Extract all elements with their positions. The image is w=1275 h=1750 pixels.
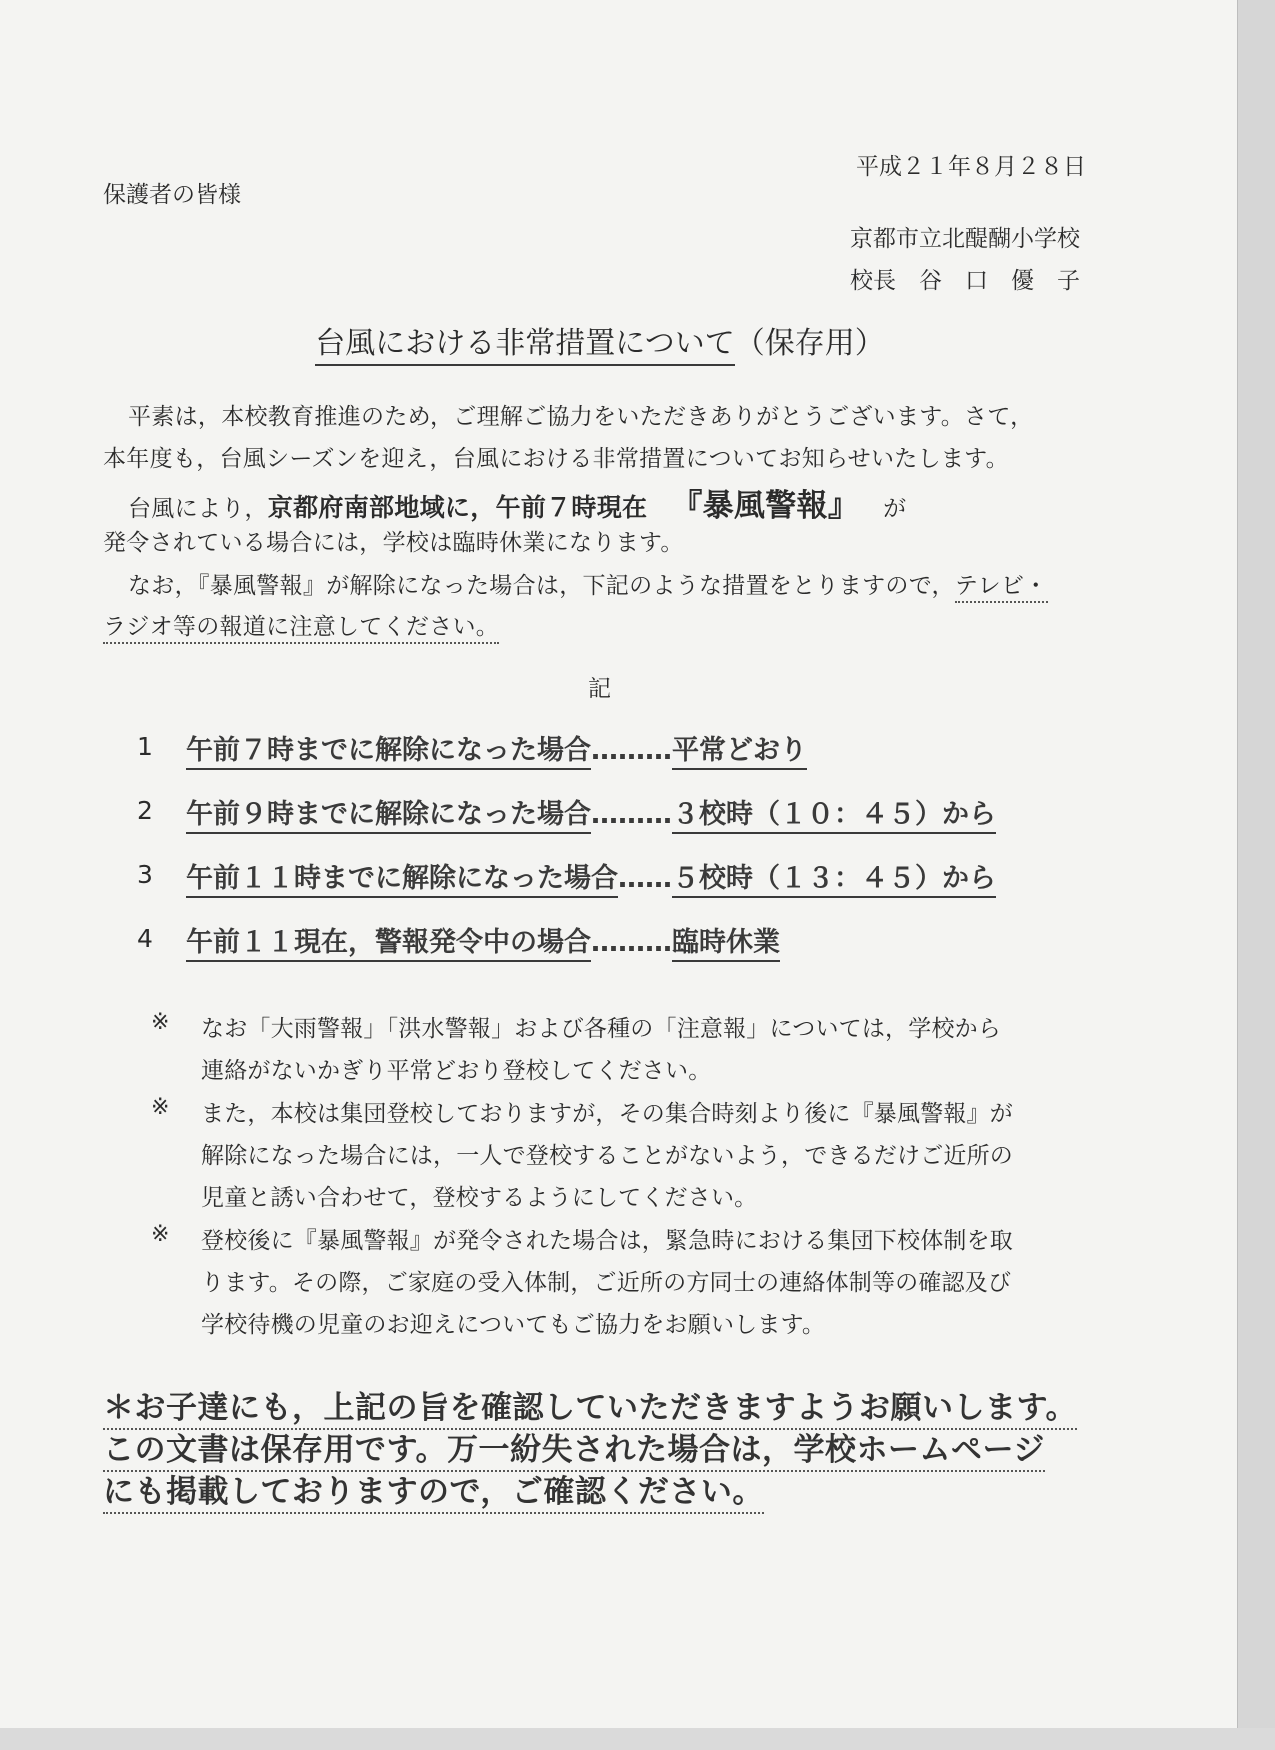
note-3-line-3: 学校待機の児童のお迎えについてもご協力をお願いします。 <box>201 1312 826 1338</box>
measure-condition: 午前１１時までに解除になった場合 <box>186 863 618 898</box>
measure-result: 臨時休業 <box>672 927 780 962</box>
closing-line-2 <box>103 1424 1045 1469</box>
title-main: 台風における非常措置について <box>315 326 734 366</box>
intro-line-5-b: テレビ・ <box>955 573 1048 603</box>
closing-line-1-text: ＊お子達にも，上記の旨を確認していただきますようお願いします。 <box>103 1390 1077 1430</box>
intro-line-6 <box>103 608 499 641</box>
measure-number: 3 <box>137 860 153 889</box>
closing-line-3-text: にも掲載しておりますので，ご確認ください。 <box>103 1474 764 1514</box>
note-2-line-2: 解除になった場合には，一人で登校することがないよう，できるだけご近所の <box>201 1143 1013 1169</box>
intro-line-5 <box>128 567 1048 600</box>
closing-line-1 <box>103 1382 1077 1427</box>
note-3-line-2: ります。その際，ご家庭の受入体制，ご近所の方同士の連絡体制等の確認及び <box>201 1270 1012 1296</box>
note-1-line-2: 連絡がないかぎり平常どおり登校してください。 <box>201 1058 712 1084</box>
ki-heading: 記 <box>588 676 611 702</box>
note-2-line-3: 児童と誘い合わせて，登校するようにしてください。 <box>201 1185 758 1211</box>
measure-condition: 午前７時までに解除になった場合 <box>186 735 591 770</box>
measure-condition: 午前９時までに解除になった場合 <box>186 799 591 834</box>
note-mark: ※ <box>151 1010 170 1035</box>
closing-line-3 <box>103 1466 764 1511</box>
scanner-edge-right <box>1237 0 1275 1750</box>
note-mark: ※ <box>151 1095 170 1120</box>
closing-line-2-text: この文書は保存用です。万一紛失された場合は，学校ホームページ <box>103 1432 1045 1472</box>
intro-line-3-b: 京都府南部地域に，午前７時現在 <box>267 493 648 522</box>
document-date: 平成２１年８月２８日 <box>856 154 1086 180</box>
measure-result: 平常どおり <box>672 735 807 770</box>
intro-line-6-text: ラジオ等の報道に注意してください。 <box>103 614 499 644</box>
intro-line-3 <box>128 480 906 525</box>
note-2-line-1: また，本校は集団登校しておりますが，その集合時刻より後に『暴風警報』が <box>201 1101 1013 1127</box>
addressee: 保護者の皆様 <box>103 182 241 208</box>
measure-result: ３校時（１０：４５）から <box>672 799 996 834</box>
page-title <box>0 318 1200 362</box>
measure-dots: ……… <box>591 799 672 830</box>
note-mark: ※ <box>151 1222 170 1247</box>
scanner-edge-bottom <box>0 1728 1275 1750</box>
measure-dots: …… <box>618 863 672 894</box>
measure-number: 4 <box>137 924 153 953</box>
intro-line-4: 発令されている場合には，学校は臨時休業になります。 <box>103 530 684 556</box>
measure-result: ５校時（１３：４５）から <box>672 863 996 898</box>
measure-number: 2 <box>137 796 153 825</box>
school-name: 京都市立北醍醐小学校 <box>850 226 1080 252</box>
note-1-line-1: なお「大雨警報」「洪水警報」および各種の「注意報」については，学校から <box>201 1016 1002 1042</box>
intro-line-3-d: が <box>883 496 907 522</box>
measure-item <box>186 856 996 895</box>
measure-dots: ……… <box>591 927 672 958</box>
measure-item <box>186 728 807 767</box>
storm-warning-emphasis: 『暴風警報』 <box>671 488 860 524</box>
measure-item <box>186 792 996 831</box>
measure-condition: 午前１１現在，警報発令中の場合 <box>186 927 591 962</box>
measure-number: 1 <box>137 732 153 761</box>
measure-dots: ……… <box>591 735 672 766</box>
intro-line-3-a: 台風により， <box>128 496 268 522</box>
measure-item <box>186 920 780 959</box>
principal-name: 校長 谷 口 優 子 <box>850 268 1080 294</box>
intro-line-5-a: なお，『暴風警報』が解除になった場合は，下記のような措置をとりますので， <box>128 573 955 599</box>
note-3-line-1: 登校後に『暴風警報』が発令された場合は，緊急時における集団下校体制を取 <box>201 1228 1013 1254</box>
intro-line-1: 平素は，本校教育推進のため，ご理解ご協力をいただきありがとうございます。さて， <box>128 404 1034 430</box>
title-suffix: （保存用） <box>734 326 885 361</box>
intro-line-2: 本年度も，台風シーズンを迎え，台風における非常措置についてお知らせいたします。 <box>103 446 1009 472</box>
